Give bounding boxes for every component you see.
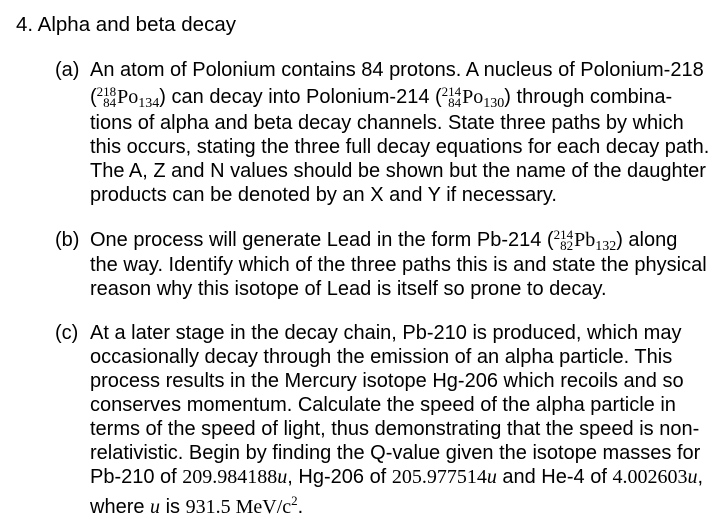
atomic-number: 82 — [560, 238, 574, 254]
isotope-po214 — [441, 84, 505, 111]
part-c-line-5: terms of the speed of light, thus demonstrating that the speed is non- — [90, 418, 700, 440]
mass-number: 214 — [553, 227, 574, 243]
isotope-po218 — [96, 84, 160, 111]
text: Pb-210 of — [90, 466, 183, 488]
part-c-line-6: relativistic. Begin by finding the Q-value given the isotope masses for — [90, 442, 701, 464]
part-a-line-4: this occurs, stating the three full decay equations for each decay path. — [90, 136, 710, 158]
part-c-label: (c) — [55, 322, 79, 344]
text: and He-4 of — [496, 466, 613, 488]
text: ) can decay into Polonium-214 ( — [159, 86, 442, 108]
neutron-number: 130 — [483, 96, 505, 111]
text: ) through combina- — [504, 86, 673, 108]
mass-number: 218 — [96, 84, 117, 100]
part-b-line-2: the way. Identify which of the three paths this is and state the physical — [90, 254, 707, 276]
neutron-number: 132 — [595, 239, 617, 254]
isotope-pb214 — [553, 227, 617, 254]
isotope-scripts — [96, 84, 117, 111]
mass-he4 — [612, 466, 697, 488]
mass-value: 209.984188 — [182, 466, 278, 488]
part-c-line-3: process results in the Mercury isotope Hg-206 which recoils and so — [90, 370, 684, 392]
mass-value: 4.002603 — [612, 466, 688, 488]
neutron-number: 134 — [138, 96, 160, 111]
text: . — [297, 496, 304, 518]
text: , Hg-206 of — [287, 466, 392, 488]
text: is — [160, 496, 186, 518]
text: where — [90, 496, 151, 518]
element-symbol: Pb — [574, 229, 596, 251]
mass-hg206 — [392, 466, 497, 488]
element-symbol: Po — [117, 86, 139, 108]
mev-value — [185, 493, 298, 518]
part-b-label: (b) — [55, 229, 80, 251]
atomic-number: 84 — [103, 95, 117, 111]
atomic-number: 84 — [448, 95, 462, 111]
unit-u: u — [687, 466, 698, 488]
part-c-line-7 — [90, 465, 703, 489]
part-a-line-1: An atom of Polonium contains 84 protons. A nucleus of Polonium-218 — [90, 59, 704, 81]
question-heading: 4. Alpha and beta decay — [16, 13, 236, 36]
element-symbol: Po — [462, 86, 484, 108]
text: , — [697, 466, 703, 488]
text: ) along — [616, 229, 678, 251]
part-a-line-5: The A, Z and N values should be shown but the name of the daughter — [90, 160, 706, 182]
part-a-line-3: tions of alpha and beta decay channels. State three paths by which — [90, 112, 684, 134]
part-a-line-6: products can be denoted by an X and Y if necessary. — [90, 184, 557, 206]
superscript: 2 — [291, 493, 298, 508]
isotope-scripts — [553, 227, 574, 254]
energy-value: 931.5 MeV/c — [185, 496, 292, 518]
part-c-line-2: occasionally decay through the emission of an alpha particle. This — [90, 346, 673, 368]
text: ( — [90, 86, 97, 108]
unit-u: u — [150, 496, 161, 518]
part-c-line-1: At a later stage in the decay chain, Pb-210 is produced, which may — [90, 322, 682, 344]
unit-u: u — [277, 466, 288, 488]
text: One process will generate Lead in the form Pb-214 ( — [90, 229, 554, 251]
isotope-scripts — [441, 84, 462, 111]
mass-pb210 — [182, 466, 287, 488]
mass-value: 205.977514 — [391, 466, 487, 488]
part-c-line-4: conserves momentum. Calculate the speed of the alpha particle in — [90, 394, 676, 416]
part-c-line-8 — [90, 489, 303, 519]
part-b-line-3: reason why this isotope of Lead is itself so prone to decay. — [90, 278, 607, 300]
mass-number: 214 — [441, 84, 462, 100]
part-a-label: (a) — [55, 59, 80, 81]
unit-u: u — [486, 466, 497, 488]
